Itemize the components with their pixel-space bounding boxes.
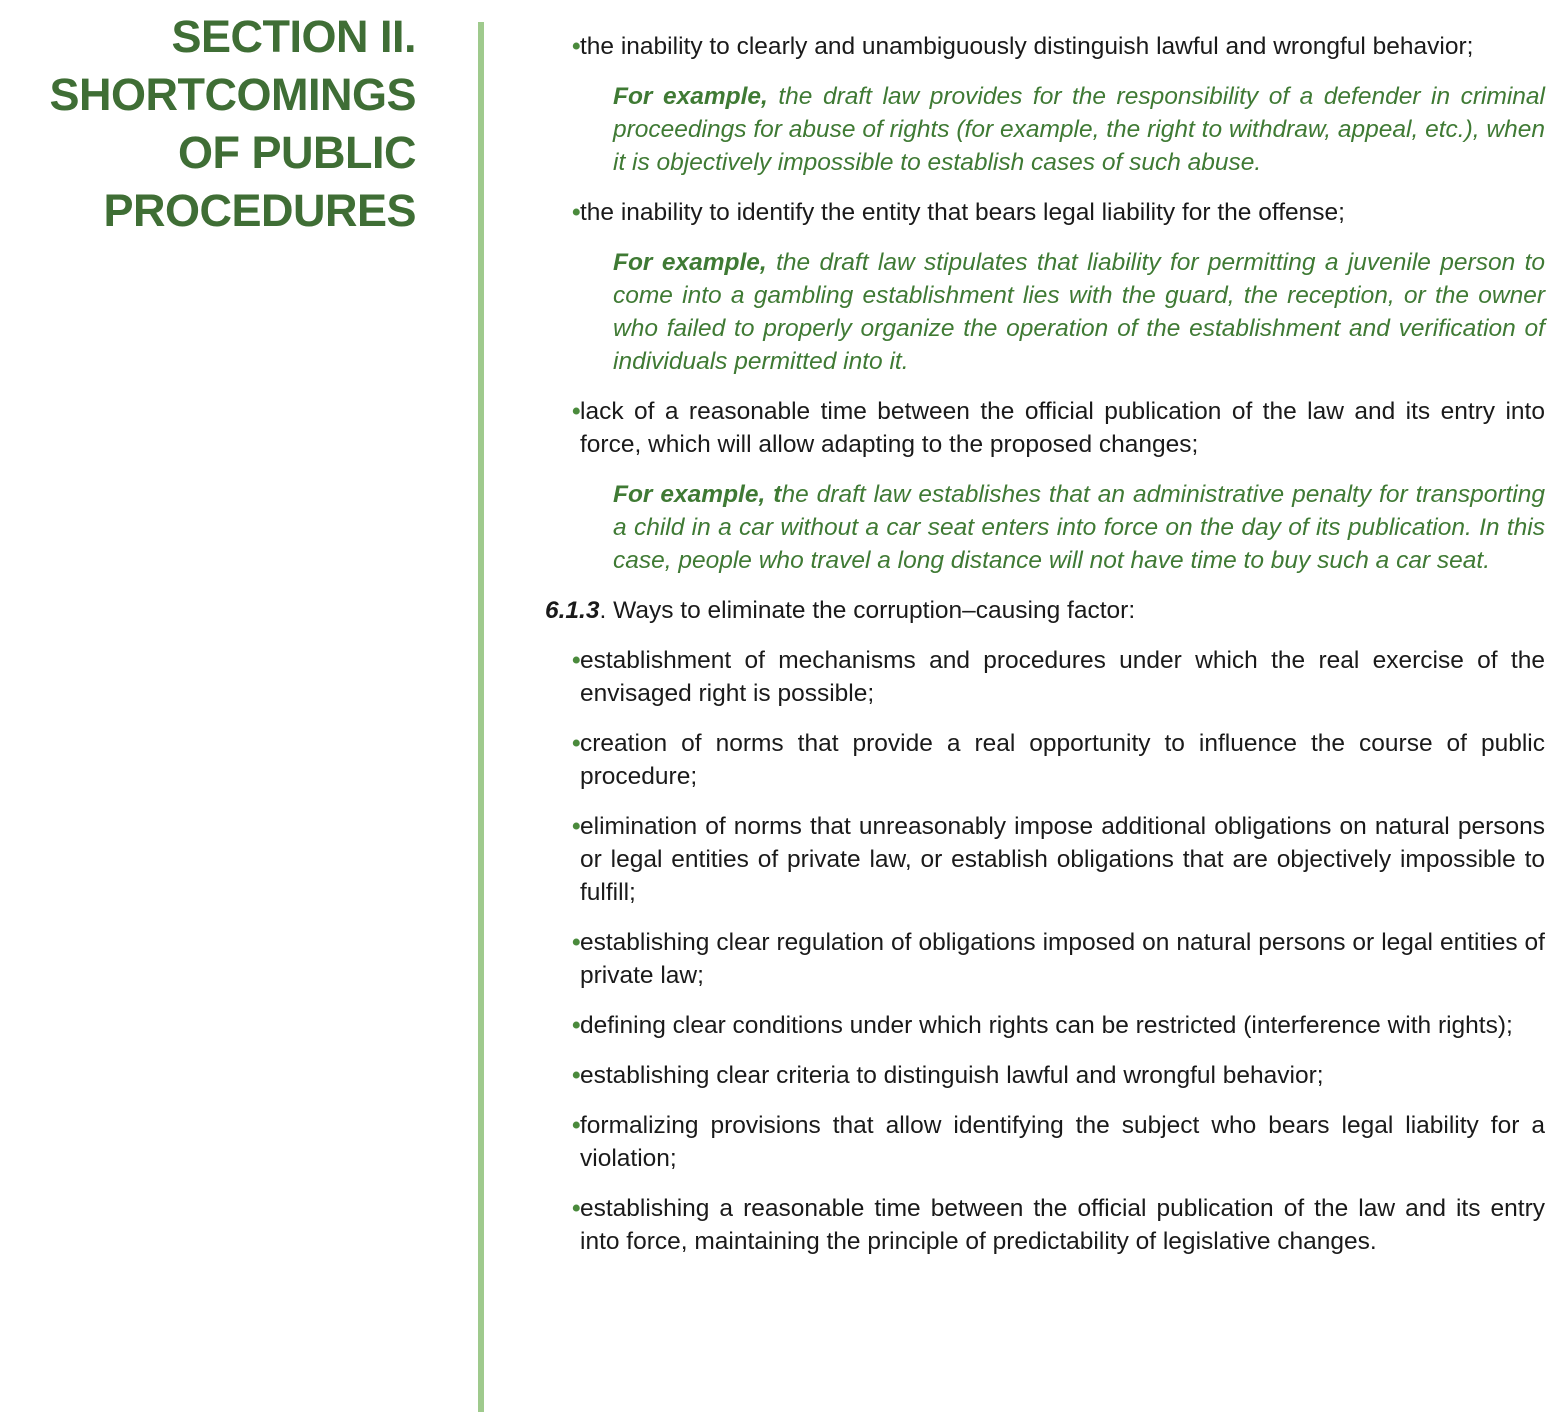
subsection-heading	[545, 594, 1545, 627]
main-content	[545, 30, 1545, 1258]
list-item	[572, 1192, 1545, 1258]
example-text: he draft law establishes that an administrative penalty for transporting a child in a car without a car seat enters into force on the day of its publication. In this case, people who travel a long distance will not have time to buy such a car seat.	[613, 481, 1545, 574]
list-item-text: the inability to identify the entity that bears legal liability for the offense;	[580, 199, 1345, 226]
heading-line: PROCEDURES	[103, 185, 416, 236]
bullet-icon: •	[572, 199, 581, 226]
list-item	[572, 644, 1545, 710]
example-paragraph	[613, 80, 1545, 179]
list-item-text: establishing a reasonable time between the official publication of the law and its entry into force, maintaining the principle of predictability of legislative changes.	[580, 1195, 1545, 1255]
list-item	[572, 395, 1545, 461]
vertical-divider	[478, 22, 484, 1412]
bullet-icon: •	[572, 1012, 581, 1039]
example-lead: For example,	[613, 249, 767, 276]
bullet-icon: •	[572, 730, 581, 757]
list-item	[572, 1059, 1545, 1092]
list-item-text: establishment of mechanisms and procedures under which the real exercise of the envisaged right is possible;	[580, 647, 1545, 707]
example-lead: For example,	[613, 83, 768, 110]
subsection-number: 6.1.3	[545, 597, 600, 624]
section-heading	[20, 8, 416, 240]
example-text: the draft law provides for the responsibility of a defender in criminal proceedings for abuse of rights (for example, the right to withdraw, appeal, etc.), when it is objectively impossible to establish cases of such abuse.	[613, 83, 1545, 176]
example-paragraph	[613, 246, 1545, 378]
list-item	[572, 30, 1545, 63]
list-item	[572, 727, 1545, 793]
bullet-icon: •	[572, 813, 581, 840]
heading-line: SECTION II.	[171, 11, 416, 62]
subsection-text: . Ways to eliminate the corruption–causing factor:	[599, 597, 1136, 624]
example-paragraph	[613, 478, 1545, 577]
list-item	[572, 1009, 1545, 1042]
list-item-text: formalizing provisions that allow identifying the subject who bears legal liability for a violation;	[580, 1112, 1545, 1172]
example-lead: For example, t	[613, 481, 782, 508]
bullet-icon: •	[572, 647, 581, 674]
list-item-text: creation of norms that provide a real opportunity to influence the course of public procedure;	[580, 730, 1545, 790]
list-item-text: establishing clear regulation of obligations imposed on natural persons or legal entities of private law;	[580, 929, 1545, 989]
bullet-icon: •	[572, 1062, 581, 1089]
bullet-icon: •	[572, 398, 581, 425]
list-item	[572, 810, 1545, 909]
heading-line: SHORTCOMINGS	[49, 69, 416, 120]
list-item-text: the inability to clearly and unambiguously distinguish lawful and wrongful behavior;	[580, 33, 1474, 60]
bullet-icon: •	[572, 1195, 581, 1222]
list-item-text: lack of a reasonable time between the official publication of the law and its entry into force, which will allow adapting to the proposed changes;	[580, 398, 1545, 458]
bullet-icon: •	[572, 1112, 581, 1139]
list-item-text: establishing clear criteria to distinguish lawful and wrongful behavior;	[580, 1062, 1324, 1089]
list-item	[572, 926, 1545, 992]
list-item-text: defining clear conditions under which rights can be restricted (interference with rights);	[580, 1012, 1513, 1039]
list-item-text: elimination of norms that unreasonably impose additional obligations on natural persons or legal entities of private law, or establish obligations that are objectively impossible to fulfill;	[580, 813, 1545, 906]
list-item	[572, 1109, 1545, 1175]
list-item	[572, 196, 1545, 229]
bullet-icon: •	[572, 33, 581, 60]
bullet-icon: •	[572, 929, 581, 956]
example-text: the draft law stipulates that liability for permitting a juvenile person to come into a gambling establishment lies with the guard, the reception, or the owner who failed to properly organize the operation of the establishment and verification of individuals permitted into it.	[613, 249, 1545, 375]
heading-line: OF PUBLIC	[178, 127, 416, 178]
